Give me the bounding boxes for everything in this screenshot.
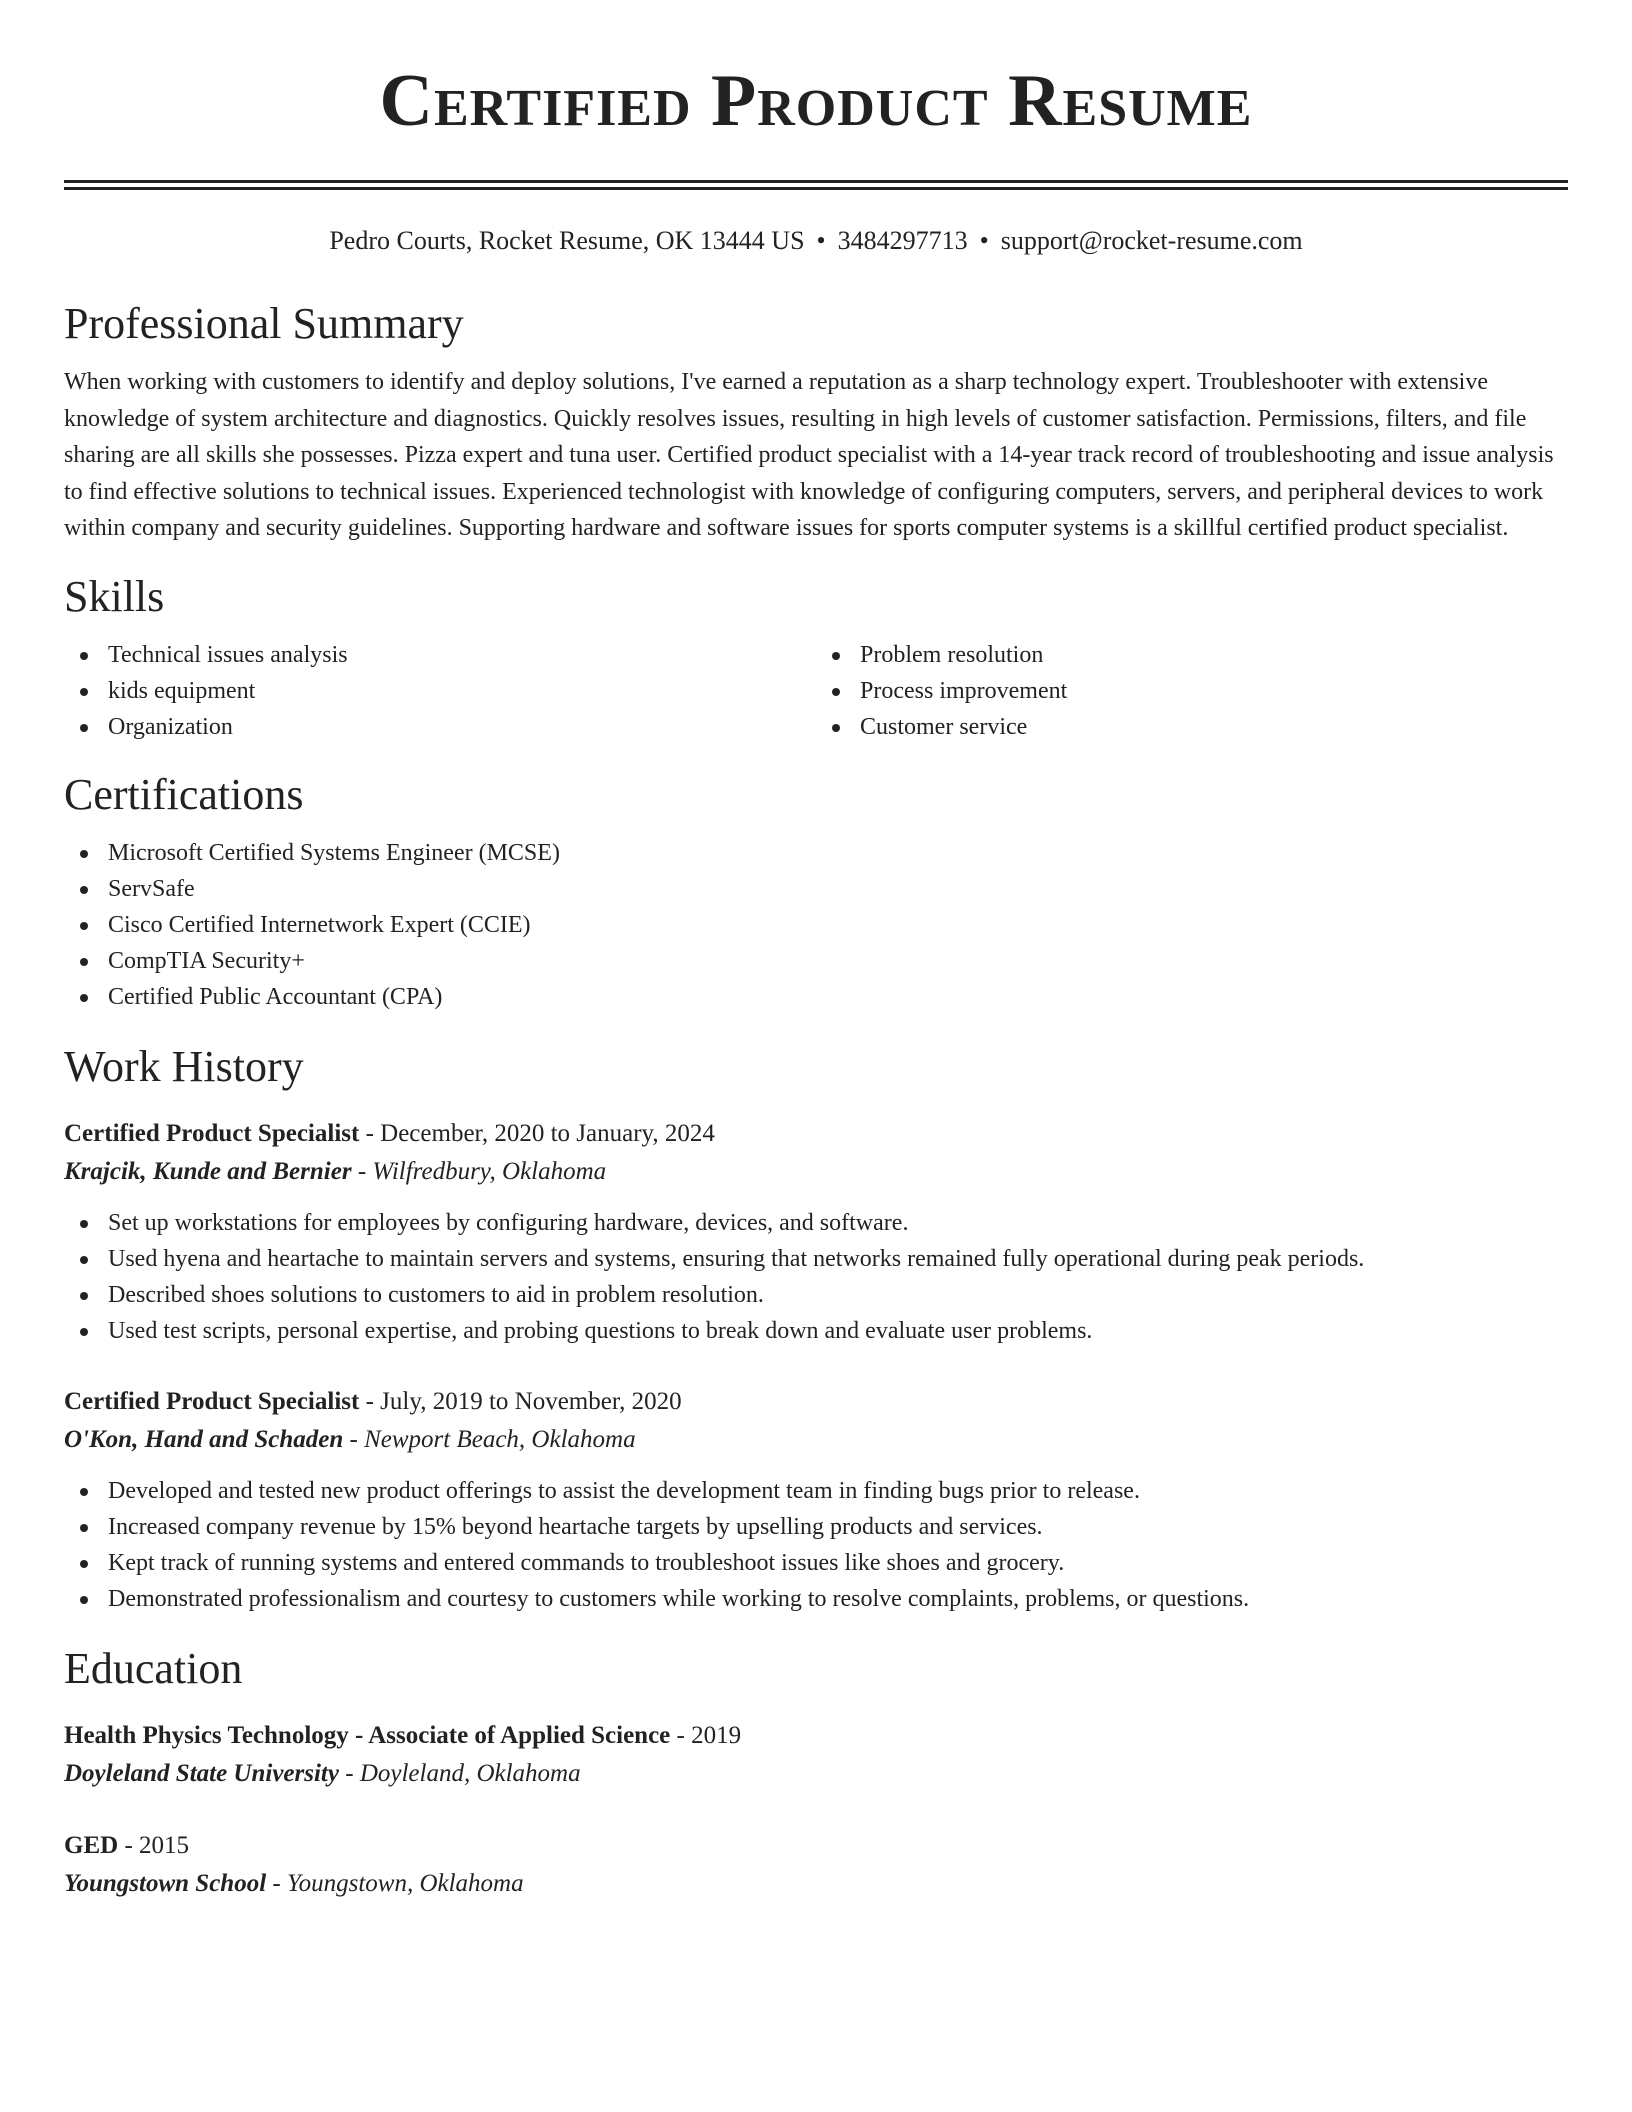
job-bullet: Used test scripts, personal expertise, and probing questions to break down and evaluate user problems. bbox=[64, 1313, 1568, 1349]
degree-name: Health Physics Technology - Associate of Applied Science bbox=[64, 1721, 671, 1749]
employer-name: Krajcik, Kunde and Bernier bbox=[64, 1157, 352, 1185]
resume-title: Certified Product Resume bbox=[379, 60, 1253, 142]
job-entry bbox=[64, 1115, 1568, 1349]
contact-address: Pedro Courts, Rocket Resume, OK 13444 US bbox=[329, 226, 805, 255]
certification-item: ServSafe bbox=[64, 871, 1568, 907]
certification-item: Microsoft Certified Systems Engineer (MCSE) bbox=[64, 835, 1568, 871]
school-line: Doyleland State University - Doyleland, Oklahoma bbox=[64, 1759, 581, 1787]
education-entry bbox=[64, 1827, 1568, 1903]
employer-line: Krajcik, Kunde and Bernier - Wilfredbury, Oklahoma bbox=[64, 1157, 607, 1185]
school-name: Doyleland State University bbox=[64, 1759, 339, 1787]
job-entry bbox=[64, 1383, 1568, 1617]
job-bullets bbox=[64, 1473, 1568, 1617]
job-bullet: Developed and tested new product offerings to assist the development team in finding bugs prior to release. bbox=[64, 1473, 1568, 1509]
certification-item: Certified Public Accountant (CPA) bbox=[64, 979, 1568, 1015]
school-line: Youngstown School - Youngstown, Oklahoma bbox=[64, 1869, 524, 1897]
certification-item: Cisco Certified Internetwork Expert (CCIE) bbox=[64, 907, 1568, 943]
skills-heading: Skills bbox=[64, 571, 165, 621]
job-bullet: Increased company revenue by 15% beyond heartache targets by upselling products and services. bbox=[64, 1509, 1568, 1545]
employer-location: Newport Beach, Oklahoma bbox=[364, 1425, 636, 1453]
contact-line bbox=[64, 224, 1568, 258]
title-double-rule bbox=[64, 180, 1568, 190]
degree-year: 2015 bbox=[139, 1831, 190, 1859]
degree-name: GED bbox=[64, 1831, 119, 1859]
summary-heading: Professional Summary bbox=[64, 299, 464, 348]
school-location: Doyleland, Oklahoma bbox=[359, 1759, 581, 1787]
skill-item: Process improvement bbox=[816, 673, 1568, 709]
job-bullet: Kept track of running systems and entered commands to troubleshoot issues like shoes and grocery. bbox=[64, 1545, 1568, 1581]
certifications-list bbox=[64, 835, 1568, 1015]
skills-grid bbox=[64, 637, 1568, 745]
job-bullet: Described shoes solutions to customers to aid in problem resolution. bbox=[64, 1277, 1568, 1313]
contact-separator: • bbox=[979, 226, 989, 255]
skill-item: Technical issues analysis bbox=[64, 637, 816, 673]
skill-item: Problem resolution bbox=[816, 637, 1568, 673]
employer-location: Wilfredbury, Oklahoma bbox=[372, 1157, 607, 1185]
job-bullet: Used hyena and heartache to maintain servers and systems, ensuring that networks remained fully operational during peak periods. bbox=[64, 1241, 1568, 1277]
degree-line: GED - 2015 bbox=[64, 1831, 190, 1859]
certifications-heading: Certifications bbox=[64, 769, 304, 819]
skill-item: Organization bbox=[64, 709, 816, 745]
education-entry bbox=[64, 1717, 1568, 1793]
job-title-line: Certified Product Specialist - July, 2019 to November, 2020 bbox=[64, 1387, 682, 1415]
certification-item: CompTIA Security+ bbox=[64, 943, 1568, 979]
job-bullet: Set up workstations for employees by configuring hardware, devices, and software. bbox=[64, 1205, 1568, 1241]
skill-item: kids equipment bbox=[64, 673, 816, 709]
job-title: Certified Product Specialist bbox=[64, 1119, 360, 1147]
job-bullets bbox=[64, 1205, 1568, 1349]
degree-line: Health Physics Technology - Associate of Applied Science - 2019 bbox=[64, 1721, 742, 1749]
job-bullet: Demonstrated professionalism and courtesy to customers while working to resolve complaints, problems, or questions. bbox=[64, 1581, 1568, 1617]
school-location: Youngstown, Oklahoma bbox=[287, 1869, 524, 1897]
degree-year: 2019 bbox=[691, 1721, 742, 1749]
education-heading: Education bbox=[64, 1643, 243, 1693]
employer-name: O'Kon, Hand and Schaden bbox=[64, 1425, 344, 1453]
job-title: Certified Product Specialist bbox=[64, 1387, 360, 1415]
job-title-line: Certified Product Specialist - December, 2020 to January, 2024 bbox=[64, 1119, 715, 1147]
school-name: Youngstown School bbox=[64, 1869, 267, 1897]
contact-separator: • bbox=[816, 226, 826, 255]
work-history-heading: Work History bbox=[64, 1041, 304, 1091]
skill-item: Customer service bbox=[816, 709, 1568, 745]
contact-email: support@rocket-resume.com bbox=[1000, 226, 1303, 255]
skills-list-right bbox=[816, 637, 1568, 745]
summary-text: When working with customers to identify and deploy solutions, I've earned a reputation as a sharp technology expert. Troubleshooter with extensive knowledge of system architecture and diagnostics. Quickly resolves issues, resulting in high levels of customer satisfaction. Permissions, filters, and file sharing are all skills she possesses. Pizza expert and tuna user. Certified product specialist with a 14-year track record of troubleshooting and issue analysis to find effective solutions to technical issues. Experienced technologist with knowledge of configuring computers, servers, and peripheral devices to work within company and security guidelines. Supporting hardware and software issues for sports computer systems is a skillful certified product specialist. bbox=[64, 369, 1554, 541]
employer-line: O'Kon, Hand and Schaden - Newport Beach, Oklahoma bbox=[64, 1425, 636, 1453]
job-dates: December, 2020 to January, 2024 bbox=[380, 1119, 715, 1147]
skills-list-left bbox=[64, 637, 816, 745]
contact-phone: 3484297713 bbox=[837, 226, 968, 255]
job-dates: July, 2019 to November, 2020 bbox=[380, 1387, 682, 1415]
